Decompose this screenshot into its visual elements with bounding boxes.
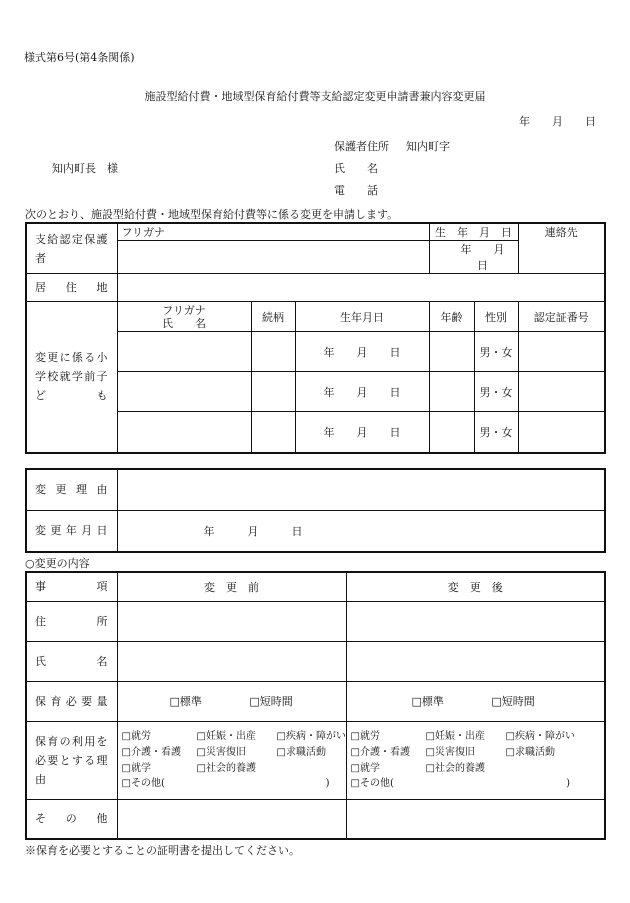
guardian-dob-header: 生 年 月 日 xyxy=(429,223,518,241)
relation-header: 続柄 xyxy=(251,302,295,332)
change-date-label: 変更年月日 xyxy=(35,524,108,538)
need-label: 保育必要量 xyxy=(35,694,108,708)
item-header-cell xyxy=(26,572,117,601)
reason-checkbox[interactable]: □疾病・障がい xyxy=(505,731,575,742)
standard-checkbox-before[interactable]: □標準 xyxy=(169,695,202,708)
guardian-address-label: 保護者住所 xyxy=(334,140,389,153)
child-age-field[interactable] xyxy=(429,412,474,453)
reason-checkbox[interactable]: □介護・看護 xyxy=(350,747,410,758)
address-label: 住所 xyxy=(35,614,108,628)
other-close: ) xyxy=(566,778,570,789)
address-after-field[interactable] xyxy=(346,601,605,641)
child-label-cell xyxy=(26,302,117,453)
need-before-cell xyxy=(117,681,346,721)
reason-after-cell xyxy=(346,721,605,799)
child-label: 変更に係る小学校就学前子ども xyxy=(35,351,108,403)
reason-checkbox[interactable]: □求職活動 xyxy=(276,747,326,758)
child-sex-field[interactable]: 男・女 xyxy=(474,372,518,412)
guardian-phone-label: 電 話 xyxy=(334,184,378,197)
change-content-table xyxy=(25,571,606,840)
name-after-field[interactable] xyxy=(346,641,605,681)
child-dob-field[interactable]: 年 月 日 xyxy=(295,412,429,453)
reason-checkbox[interactable]: □求職活動 xyxy=(505,747,555,758)
child-name-field[interactable] xyxy=(117,332,251,372)
short-checkbox-before[interactable]: □短時間 xyxy=(249,695,293,708)
reason-checkbox[interactable]: □社会的養護 xyxy=(196,763,256,774)
address-before-field[interactable] xyxy=(117,601,346,641)
name-before-field[interactable] xyxy=(117,641,346,681)
change-content-heading: ○変更の内容 xyxy=(25,557,90,570)
child-dob-header: 生年月日 xyxy=(295,302,429,332)
intro-text: 次のとおり、施設型給付費・地域型保育給付費等に係る変更を申請します。 xyxy=(25,208,399,221)
cert-no-header: 認定証番号 xyxy=(518,302,605,332)
need-after-cell xyxy=(346,681,605,721)
child-relation-field[interactable] xyxy=(251,332,295,372)
standard-checkbox-after[interactable]: □標準 xyxy=(411,695,444,708)
name-label: 氏名 xyxy=(35,654,108,668)
child-sex-field[interactable]: 男・女 xyxy=(474,332,518,372)
other-reason-row[interactable] xyxy=(347,776,605,791)
reason-checkbox[interactable]: □妊娠・出産 xyxy=(196,731,256,742)
guardian-furigana-cell[interactable] xyxy=(117,223,429,241)
reason-checkbox[interactable]: □就学 xyxy=(350,763,380,774)
form-title: 施設型給付費・地域型保育給付費等支給認定変更申請書兼内容変更届 xyxy=(144,90,486,103)
contact-header: 連絡先 xyxy=(544,226,578,239)
address-label-cell xyxy=(26,601,117,641)
change-date-field[interactable]: 年 月 日 xyxy=(117,510,605,552)
addressee: 知内町長 様 xyxy=(52,162,118,175)
reason-checkbox[interactable]: □就労 xyxy=(121,731,151,742)
guardian-address-value: 知内町字 xyxy=(406,140,450,153)
short-checkbox-after[interactable]: □短時間 xyxy=(491,695,535,708)
after-header: 変 更 後 xyxy=(346,572,605,601)
other-open: □その他( xyxy=(121,778,165,789)
residence-label: 居住地 xyxy=(35,281,108,294)
reason-checkbox[interactable]: □社会的養護 xyxy=(425,763,485,774)
reason-checkbox[interactable]: □就学 xyxy=(121,763,151,774)
child-relation-field[interactable] xyxy=(251,412,295,453)
other-open: □その他( xyxy=(350,778,394,789)
guardian-name-field[interactable] xyxy=(117,241,429,274)
change-reason-label-cell xyxy=(26,469,117,510)
other-reason-row[interactable] xyxy=(118,776,346,791)
guardian-dob-field[interactable]: 年 月 日 xyxy=(429,241,518,274)
submission-date: 年 月 日 xyxy=(519,115,596,128)
residence-label-cell xyxy=(26,274,117,302)
child-age-field[interactable] xyxy=(429,332,474,372)
footnote: ※保育を必要とすることの証明書を提出してください。 xyxy=(25,844,300,857)
guardian-label: 支給認定保護者 xyxy=(35,232,108,265)
reason-label: 保育の利用を必要とする理由 xyxy=(35,734,108,786)
change-reason-field[interactable] xyxy=(117,469,605,510)
child-name-header xyxy=(117,302,251,332)
guardian-child-table xyxy=(25,222,606,454)
other-before-field[interactable] xyxy=(117,799,346,839)
guardian-name-label: 氏 名 xyxy=(334,162,378,175)
other-label: その他 xyxy=(35,812,108,826)
child-name-header-text: 氏 名 xyxy=(162,316,206,330)
child-cert-field[interactable] xyxy=(518,372,605,412)
other-label-cell xyxy=(26,799,117,839)
child-age-field[interactable] xyxy=(429,372,474,412)
residence-field[interactable] xyxy=(117,274,605,302)
child-relation-field[interactable] xyxy=(251,372,295,412)
contact-cell[interactable] xyxy=(518,223,605,274)
child-name-field[interactable] xyxy=(117,412,251,453)
change-reason-table xyxy=(25,468,606,553)
reason-label-cell xyxy=(26,721,117,799)
change-date-label-cell xyxy=(26,510,117,552)
child-cert-field[interactable] xyxy=(518,332,605,372)
reason-checkbox[interactable]: □妊娠・出産 xyxy=(425,731,485,742)
child-dob-field[interactable]: 年 月 日 xyxy=(295,372,429,412)
child-name-field[interactable] xyxy=(117,372,251,412)
other-close: ) xyxy=(325,778,330,789)
reason-checkbox[interactable]: □災害復旧 xyxy=(196,747,246,758)
reason-checkbox[interactable]: □介護・看護 xyxy=(121,747,181,758)
change-reason-label: 変更理由 xyxy=(35,483,108,497)
furigana-label: フリガナ xyxy=(121,226,165,239)
child-sex-field[interactable]: 男・女 xyxy=(474,412,518,453)
name-label-cell xyxy=(26,641,117,681)
child-furigana-header: フリガナ xyxy=(162,303,206,317)
item-header: 事項 xyxy=(35,580,108,594)
reason-checkbox[interactable]: □疾病・障がい xyxy=(276,731,346,742)
child-dob-field[interactable]: 年 月 日 xyxy=(295,332,429,372)
need-label-cell xyxy=(26,681,117,721)
other-after-field[interactable] xyxy=(346,799,605,839)
form-number: 様式第6号(第4条関係) xyxy=(24,51,135,64)
before-header: 変 更 前 xyxy=(117,572,346,601)
reason-checkbox-group-before xyxy=(118,729,346,776)
reason-before-cell xyxy=(117,721,346,799)
child-cert-field[interactable] xyxy=(518,412,605,453)
reason-checkbox[interactable]: □就労 xyxy=(350,731,380,742)
sex-header: 性別 xyxy=(474,302,518,332)
reason-checkbox[interactable]: □災害復旧 xyxy=(425,747,475,758)
reason-checkbox-group-after xyxy=(347,729,605,776)
age-header: 年齢 xyxy=(429,302,474,332)
guardian-label-cell xyxy=(26,223,117,274)
